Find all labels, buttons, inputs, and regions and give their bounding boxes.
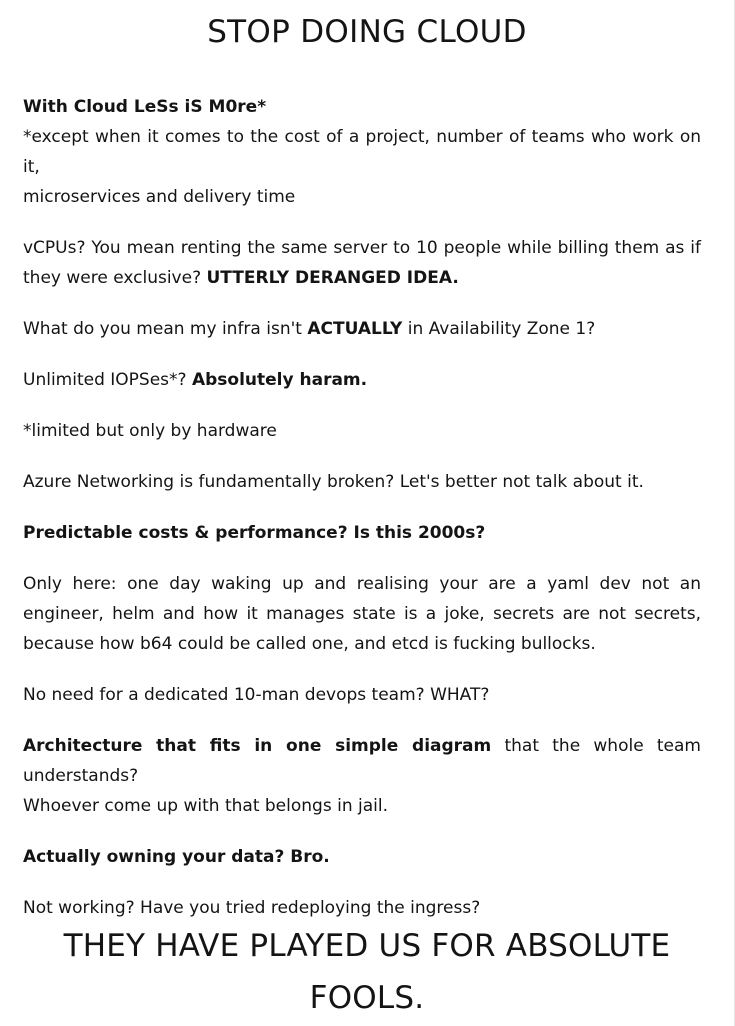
paragraph-bold: Architecture that fits in one simple diagram — [23, 736, 492, 756]
paragraph-owning-data — [23, 842, 701, 872]
paragraph-bold: ACTUALLY — [307, 319, 403, 339]
paragraph-line: Whoever come up with that belongs in jail. — [23, 796, 388, 816]
paragraph-azure-networking — [23, 467, 701, 497]
page-title: STOP DOING CLOUD — [207, 14, 527, 50]
paragraph-text: they were exclusive? — [23, 268, 207, 288]
paragraph-line: Only here: one day waking up and realising your are a yaml dev not an — [23, 574, 701, 594]
paragraph-bold: Predictable costs & performance? Is this 2000s? — [23, 523, 486, 543]
paragraph-text: What do you mean my infra isn't — [23, 319, 308, 339]
paragraph-vcpus — [23, 233, 701, 293]
footer-punchline — [40, 920, 694, 1024]
paragraph-line: No need for a dedicated 10-man devops team? WHAT? — [23, 685, 490, 705]
paragraph-predictable-costs — [23, 518, 701, 548]
paragraph-availability-zone — [23, 314, 701, 344]
paragraph-line: engineer, helm and how it manages state is a joke, secrets are not secrets, — [23, 604, 701, 624]
paragraph-line: vCPUs? You mean renting the same server to 10 people while billing them as if — [23, 238, 701, 258]
paragraph-bold: Absolutely haram. — [191, 370, 368, 390]
footer-line: THEY HAVE PLAYED US FOR ABSOLUTE — [63, 928, 671, 964]
paragraph-line: *limited but only by hardware — [23, 421, 277, 441]
paragraph-line — [23, 263, 701, 293]
body-text — [23, 92, 701, 944]
paragraph-heading: With Cloud LeSs iS M0re* — [23, 97, 267, 117]
paragraph-iopses — [23, 365, 701, 395]
paragraph-bold: Actually owning your data? Bro. — [23, 847, 330, 867]
paragraph-line: because how b64 could be called one, and etcd is fucking bullocks. — [23, 634, 596, 654]
paragraph-architecture — [23, 731, 701, 821]
paragraph-bold: UTTERLY DERANGED IDEA. — [206, 268, 459, 288]
paragraph-line — [23, 731, 701, 791]
paragraph-line: microservices and delivery time — [23, 187, 296, 207]
paragraph-line — [23, 365, 701, 395]
footer-line: FOOLS. — [309, 980, 425, 1016]
paragraph-yaml-dev — [23, 569, 701, 659]
paragraph-footnote-hardware — [23, 416, 701, 446]
paragraph-line: Not working? Have you tried redeploying the ingress? — [23, 898, 481, 918]
paragraph-text: Unlimited IOPSes*? — [23, 370, 192, 390]
paragraph-text: that the whole team understands? — [23, 736, 701, 786]
paragraph-devops-team — [23, 680, 701, 710]
paragraph-line — [23, 314, 701, 344]
paragraph-cloud-less-is-more — [23, 92, 701, 212]
paragraph-text: in Availability Zone 1? — [402, 319, 596, 339]
paragraph-line: Azure Networking is fundamentally broken? Let's better not talk about it. — [23, 472, 644, 492]
paragraph-ingress — [23, 893, 701, 923]
paragraph-line: *except when it comes to the cost of a project, number of teams who work on it, — [23, 127, 701, 177]
